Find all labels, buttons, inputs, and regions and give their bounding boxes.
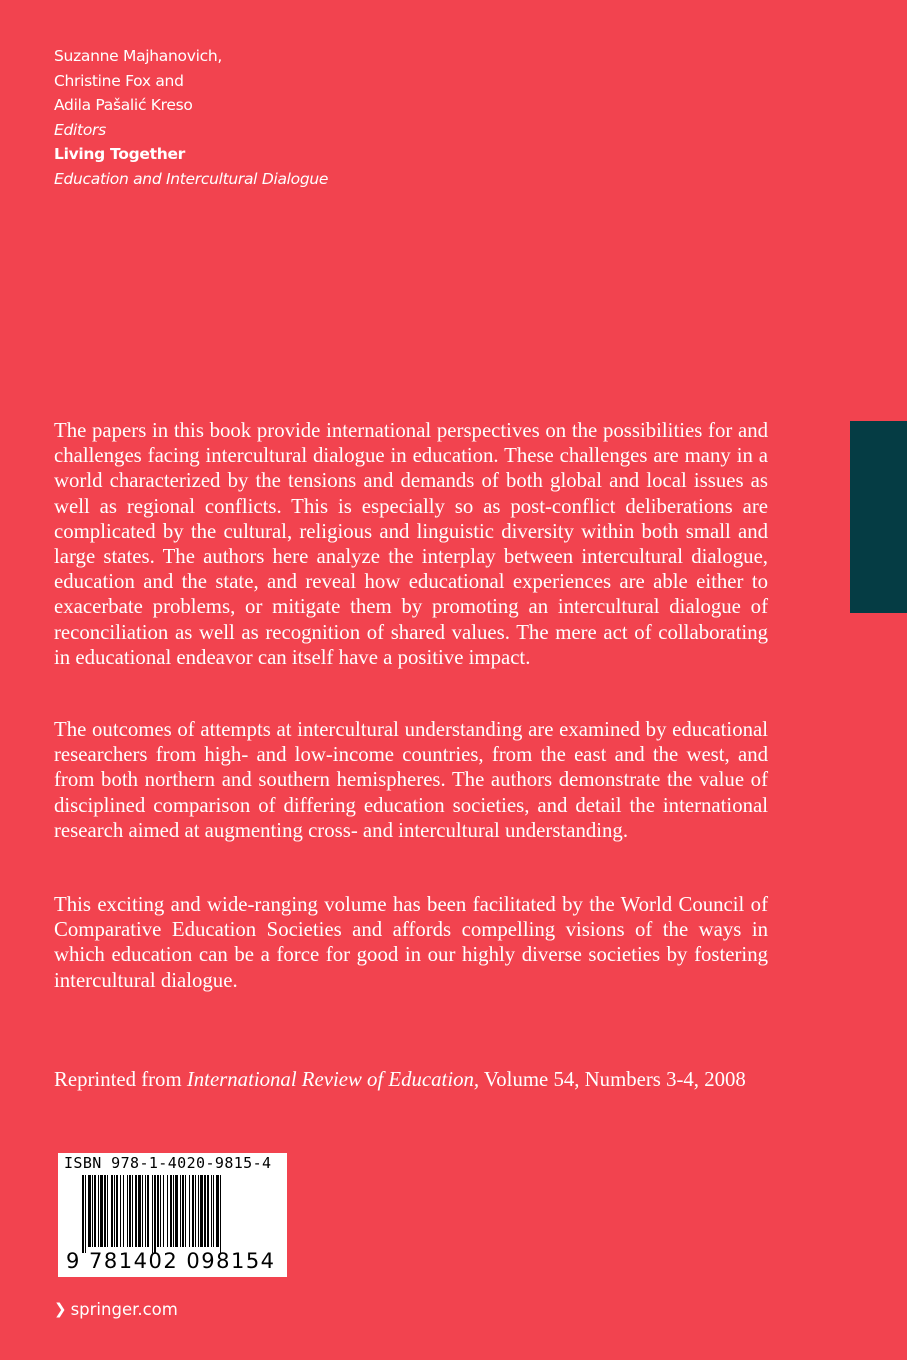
chevron-right-icon: ❯ [54, 1300, 67, 1318]
barcode-bar [189, 1175, 190, 1247]
barcode-bar [145, 1175, 146, 1247]
barcode-bar [207, 1175, 209, 1247]
barcode-bar [220, 1175, 221, 1253]
editors-block [54, 44, 328, 191]
barcode-bar [85, 1175, 86, 1253]
barcode-bar [185, 1175, 186, 1247]
barcode-bar [195, 1175, 196, 1247]
reprint-journal: International Review of Education, [186, 1068, 480, 1091]
barcode-bar [138, 1175, 141, 1247]
barcode-bar [147, 1175, 149, 1247]
barcode-bar [163, 1175, 164, 1247]
ean-digits: 9 781402 098154 [66, 1249, 276, 1273]
publisher-link-text: springer.com [70, 1300, 178, 1319]
reprint-note [54, 1067, 746, 1092]
barcode-bar [142, 1175, 143, 1247]
barcode-bar [104, 1175, 106, 1247]
editors-role-label: Editors [54, 120, 106, 139]
isbn-label: ISBN 978-1-4020-9815-4 [64, 1154, 272, 1172]
barcode-bar [213, 1175, 214, 1247]
barcode-bar [182, 1175, 184, 1247]
barcode-bar [192, 1175, 194, 1247]
barcode-bar [152, 1175, 153, 1253]
barcode-bar [175, 1175, 178, 1247]
barcode-bar [92, 1175, 93, 1247]
blurb-paragraph-2: The outcomes of attempts at intercultural understanding are examined by educational researchers from high- and low-income countries, from the east and the west, and from both northern and southern hemispheres. The authors demonstrate the value of disciplined comparison of differing education societies, and detail the international research aimed at augmenting cross- and intercultural understanding. [54, 718, 768, 842]
barcode-bar [88, 1175, 91, 1247]
barcode-bar [127, 1175, 128, 1247]
barcode-bar [98, 1175, 99, 1247]
barcode-bar [211, 1175, 212, 1247]
blurb-paragraph-1: The papers in this book provide international perspectives on the possibilities for and challenges facing intercultural dialogue in education. These challenges are many in a world characterized by the tensions and demands of both global and local issues as well as regional conflicts. This is especially so as post-conflict deliberations are complicated by the cultural, religious and linguistic diversity within both small and large states. The authors here analyze the interplay between intercultural dialogue, education and the state, and reveal how educational experiences are able either to exacerbate problems, or mitigate them by promoting an intercultural dialogue of reconciliation as well as recognition of shared values. The mere act of collaborating in educational endeavor can itself have a positive impact. [54, 419, 768, 669]
editor-name: Christine Fox and [54, 71, 184, 90]
barcode-bar [132, 1175, 133, 1247]
barcode-bar [167, 1175, 168, 1247]
publisher-link[interactable] [54, 1300, 178, 1319]
barcode-bar [204, 1175, 206, 1247]
editor-name: Suzanne Majhanovich, [54, 47, 222, 65]
barcode-bar [129, 1175, 131, 1247]
blurb-paragraph-3: This exciting and wide-ranging volume has been facilitated by the World Council of Comparative Education Societies and affords compelling visions of the ways in which education can be a force for good in our highly diverse societies by fostering intercultural dialogue. [54, 893, 768, 992]
barcode-bar [216, 1175, 219, 1247]
barcode-bar [100, 1175, 103, 1247]
book-subtitle: Education and Intercultural Dialogue [54, 169, 329, 188]
barcode-bar [120, 1175, 121, 1247]
reprint-prefix: Reprinted from [54, 1068, 187, 1091]
barcode-bar [111, 1175, 113, 1247]
barcode-bar [135, 1175, 137, 1247]
barcode-bar [94, 1175, 96, 1247]
isbn-barcode [58, 1153, 287, 1277]
side-color-tab [850, 421, 907, 613]
barcode-bar [160, 1175, 161, 1247]
barcode-bar [116, 1175, 118, 1247]
barcode-bar [198, 1175, 199, 1247]
barcode-bar [200, 1175, 203, 1247]
barcode-bar [114, 1175, 115, 1247]
barcode-bar [173, 1175, 174, 1247]
barcode-bar [157, 1175, 159, 1247]
barcode-bar [170, 1175, 172, 1247]
book-title: Living Together [54, 145, 186, 163]
barcode-bar [180, 1175, 181, 1247]
barcode-bar [107, 1175, 108, 1247]
barcode-bar [82, 1175, 84, 1253]
editor-name: Adila Pašalić Kreso [54, 96, 193, 114]
reprint-suffix: Volume 54, Numbers 3-4, 2008 [479, 1068, 746, 1091]
barcode-bar [123, 1175, 124, 1247]
barcode-bar [154, 1175, 156, 1253]
